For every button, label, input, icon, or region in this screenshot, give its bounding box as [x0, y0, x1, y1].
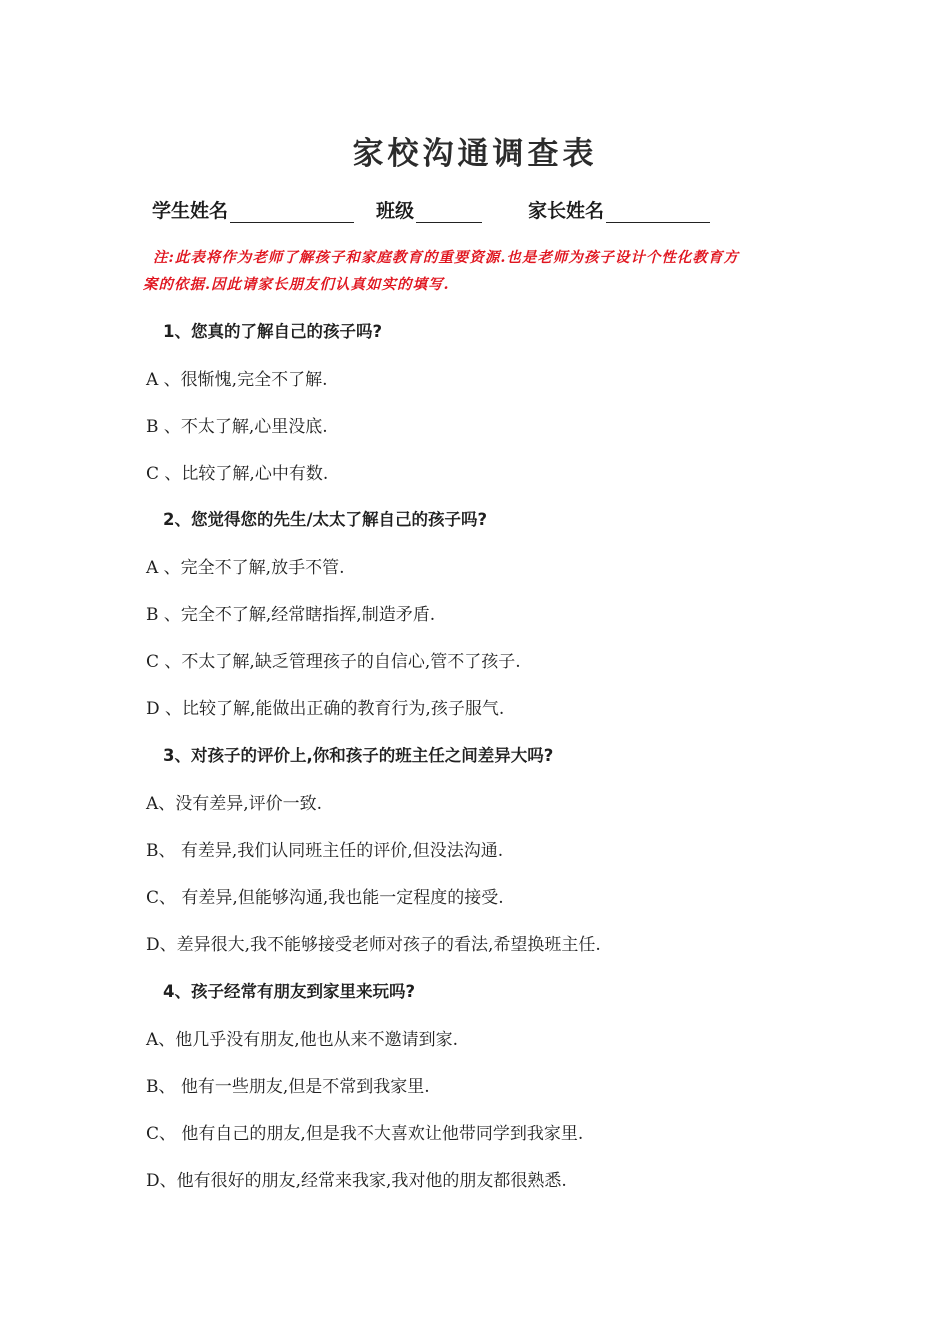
question-4: 4、孩子经常有朋友到家里来玩吗? [163, 982, 416, 1001]
question-3: 3、对孩子的评价上,你和孩子的班主任之间差异大吗? [163, 746, 554, 765]
student-name-label: 学生姓名 [152, 200, 229, 222]
question-2-option-c: C 、不太了解,缺乏管理孩子的自信心,管不了孩子. [146, 652, 521, 672]
question-2: 2、您觉得您的先生/太太了解自己的孩子吗? [163, 510, 488, 529]
parent-name-blank[interactable] [606, 202, 710, 223]
question-3-option-a: A、没有差异,评价一致. [146, 794, 323, 814]
parent-name-label: 家长姓名 [528, 200, 605, 222]
note-paragraph [143, 244, 803, 298]
question-1-option-b: B 、不太了解,心里没底. [146, 417, 328, 437]
question-4-option-a: A、他几乎没有朋友,他也从来不邀请到家. [146, 1030, 459, 1050]
question-2-option-b: B 、完全不了解,经常瞎指挥,制造矛盾. [146, 605, 436, 625]
student-name-field [152, 196, 354, 223]
question-1: 1、您真的了解自己的孩子吗? [163, 322, 383, 341]
question-4-option-b: B、 他有一些朋友,但是不常到我家里. [146, 1077, 430, 1097]
class-field [376, 196, 482, 223]
class-blank[interactable] [416, 202, 482, 223]
question-2-option-a: A 、完全不了解,放手不管. [146, 558, 345, 578]
question-3-option-d: D、差异很大,我不能够接受老师对孩子的看法,希望换班主任. [146, 935, 601, 955]
class-label: 班级 [376, 200, 415, 222]
student-name-blank[interactable] [230, 202, 354, 223]
question-3-option-c: C、 有差异,但能够沟通,我也能一定程度的接受. [146, 888, 504, 908]
note-line-2: 案的依据.因此请家长朋友们认真如实的填写. [143, 276, 450, 293]
question-1-option-c: C 、比较了解,心中有数. [146, 464, 329, 484]
question-3-option-b: B、 有差异,我们认同班主任的评价,但没法沟通. [146, 841, 504, 861]
parent-name-field [528, 196, 710, 223]
question-1-option-a: A 、很惭愧,完全不了解. [146, 370, 328, 390]
page-title: 家校沟通调查表 [352, 136, 598, 172]
note-line-1: 注:此表将作为老师了解孩子和家庭教育的重要资源.也是老师为孩子设计个性化教育方 [153, 249, 739, 266]
question-2-option-d: D 、比较了解,能做出正确的教育行为,孩子服气. [146, 699, 505, 719]
question-4-option-c: C、 他有自己的朋友,但是我不大喜欢让他带同学到我家里. [146, 1124, 584, 1144]
question-4-option-d: D、他有很好的朋友,经常来我家,我对他的朋友都很熟悉. [146, 1171, 567, 1191]
